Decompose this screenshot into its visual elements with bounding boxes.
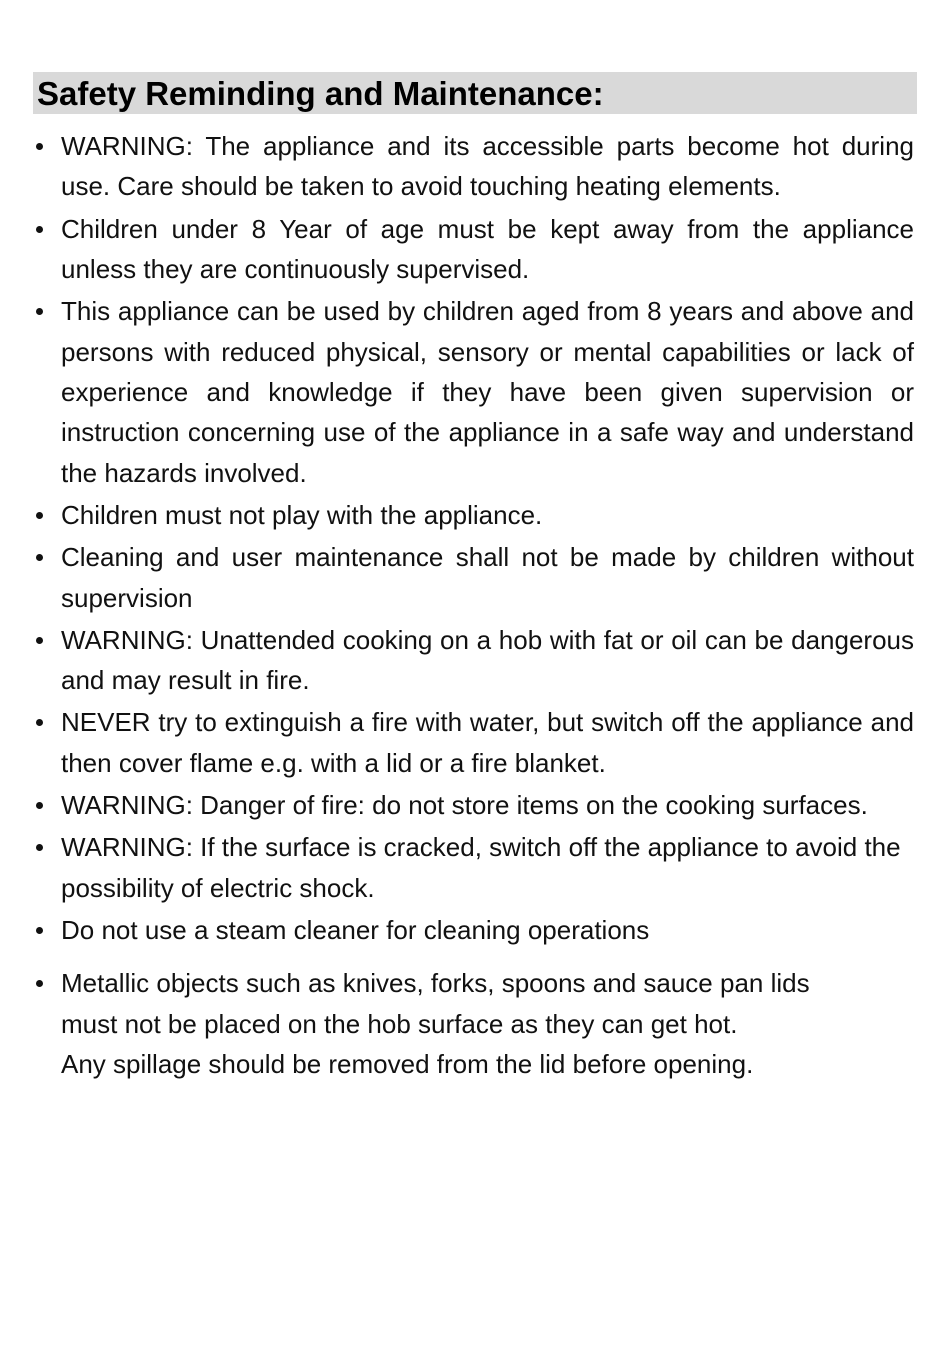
safety-list [36, 126, 914, 1086]
list-item-line: Any spillage should be removed from the lid before opening. [61, 1049, 754, 1080]
bullet-icon [36, 719, 43, 726]
bullet-icon [36, 802, 43, 809]
list-item [36, 126, 914, 207]
list-item [36, 910, 914, 950]
list-item [36, 495, 914, 535]
bullet-icon [36, 980, 43, 987]
list-item [36, 963, 914, 1084]
bullet-icon [36, 226, 43, 233]
bullet-icon [36, 143, 43, 150]
list-item-text: NEVER try to extinguish a fire with water, but switch off the appliance and then cover flame e.g. with a lid or a fire blanket. [61, 707, 914, 778]
list-item [36, 537, 914, 618]
list-item-line: Metallic objects such as knives, forks, spoons and sauce pan lids [61, 968, 810, 999]
list-item [36, 291, 914, 493]
list-item [36, 209, 914, 290]
list-item [36, 827, 914, 908]
list-item [36, 702, 914, 783]
bullet-icon [36, 637, 43, 644]
bullet-icon [36, 308, 43, 315]
list-item [36, 620, 914, 701]
list-item [36, 785, 914, 825]
bullet-icon [36, 927, 43, 934]
list-item-line: must not be placed on the hob surface as they can get hot. [61, 1008, 738, 1039]
list-item-text: Children must not play with the appliance. [61, 500, 543, 531]
list-item-text: This appliance can be used by children aged from 8 years and above and persons with reduced physical, sensory or mental capabilities or lack of experience and knowledge if they have been given supervision or instruction concerning use of the appliance in a safe way and understand the hazards involved. [61, 296, 914, 488]
section-heading-bar [33, 72, 917, 114]
bullet-icon [36, 512, 43, 519]
list-item-text: Do not use a steam cleaner for cleaning operations [61, 914, 650, 945]
list-item-text: Children under 8 Year of age must be kept away from the appliance unless they are continuously supervised. [61, 213, 914, 285]
section-heading: Safety Reminding and Maintenance: [37, 75, 604, 112]
bullet-icon [36, 554, 43, 561]
list-item-text: WARNING: If the surface is cracked, switch off the appliance to avoid the possibility of electric shock. [61, 832, 901, 903]
bullet-icon [36, 844, 43, 851]
list-item-text: WARNING: Unattended cooking on a hob with fat or oil can be dangerous and may result in fire. [61, 624, 914, 696]
list-item-text: Cleaning and user maintenance shall not be made by children without supervision [61, 542, 914, 613]
list-item-text: WARNING: Danger of fire: do not store items on the cooking surfaces. [61, 790, 868, 821]
list-item-text: WARNING: The appliance and its accessible parts become hot during use. Care should be taken to avoid touching heating elements. [61, 131, 914, 202]
